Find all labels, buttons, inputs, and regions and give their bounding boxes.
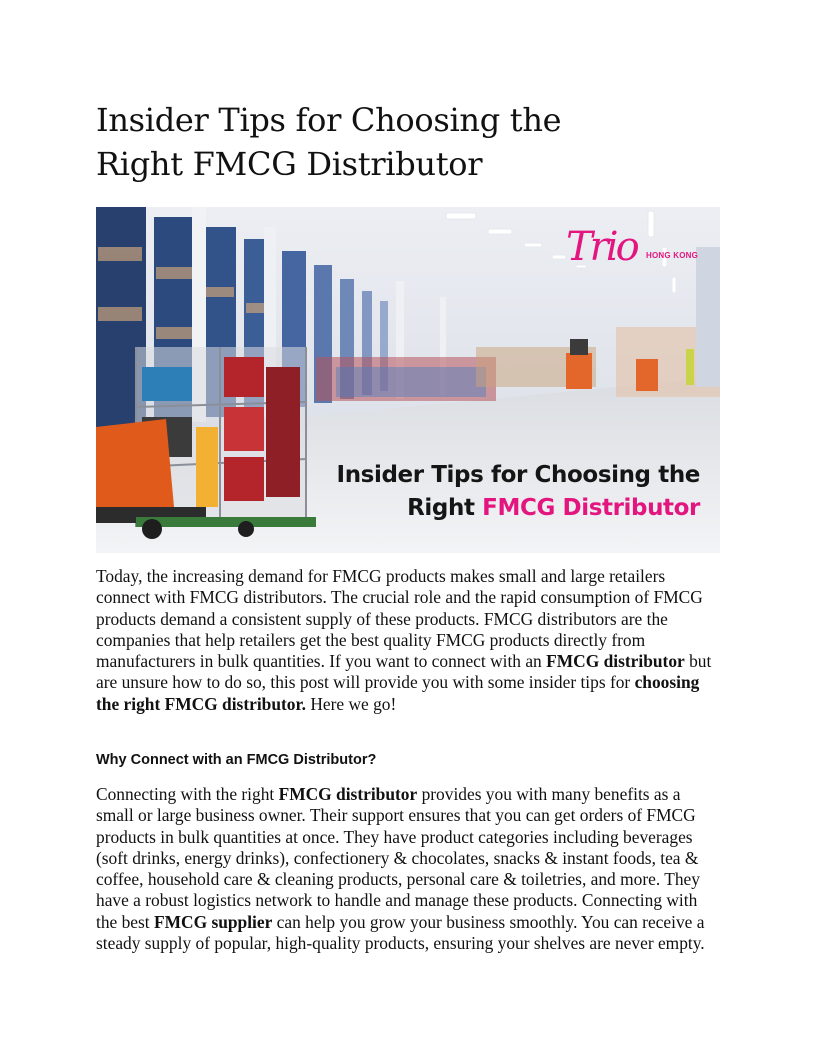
page-title-line-2: Right FMCG Distributor xyxy=(96,145,483,183)
intro-text-1: Today, the increasing demand for FMCG products makes small and large retailers connect with FMCG distributors. The crucial role and the rapid consumption of FMCG products demand a consistent supply of these products. FMCG distributors are the companies that help retailers get the best quality FMCG products directly from manufacturers in bulk quantities. If you want to connect with an xyxy=(96,566,703,672)
intro-bold-2: choosing the right FMCG distributor. xyxy=(96,672,700,714)
intro-paragraph xyxy=(96,566,720,715)
section-text-2: provides you with many benefits as a small or large business owner. Their support ensures that you can get orders of FMCG products in bulk quantities at once. They have product categories including beverages (soft drinks, energy drinks), confectionery & chocolates, snacks & instant foods, tea & coffee, household care & cleaning products, personal care & toiletries, and more. They have a robust logistics network to handle and manage these products. Connecting with the best xyxy=(96,784,700,932)
hero-caption-line-2 xyxy=(337,492,700,525)
intro-bold-1: FMCG distributor xyxy=(546,651,685,672)
page-title-line-1: Insider Tips for Choosing the xyxy=(96,101,562,139)
hero-caption-accent: FMCG Distributor xyxy=(482,495,700,521)
section-bold-2: FMCG supplier xyxy=(153,911,273,932)
brand-logo-subtitle: HONG KONG xyxy=(646,251,699,260)
section-text-1: Connecting with the right xyxy=(96,784,279,804)
section-bold-1: FMCG distributor xyxy=(278,784,418,804)
intro-text-2: but are unsure how to do so, this post will provide you with some insider tips for xyxy=(96,651,712,693)
hero-caption-prefix: Right xyxy=(407,495,483,521)
hero-caption xyxy=(337,459,700,525)
section-paragraph xyxy=(96,784,720,954)
page-title xyxy=(96,98,656,186)
section-heading: Why Connect with an FMCG Distributor? xyxy=(96,752,377,768)
brand-logo-mark: Trio xyxy=(566,224,637,270)
section-text-3: can help you grow your business smoothly. You can receive a steady supply of popular, high-quality products, ensuring your shelves are never empty. xyxy=(96,911,705,954)
hero-image xyxy=(96,207,720,553)
intro-text-3: Here we go! xyxy=(305,693,397,714)
hero-caption-line-1: Insider Tips for Choosing the xyxy=(336,462,700,488)
brand-logo xyxy=(566,223,706,283)
